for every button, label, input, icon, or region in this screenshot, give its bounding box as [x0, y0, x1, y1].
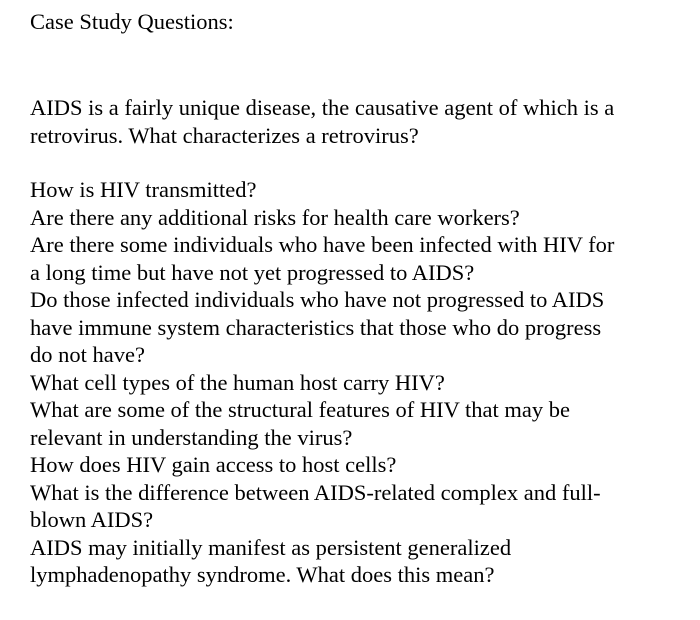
- intro-line: retrovirus. What characterizes a retrovirus?: [30, 122, 419, 148]
- question-line: What are some of the structural features of HIV that may be: [30, 397, 570, 422]
- question-line: blown AIDS?: [30, 507, 154, 532]
- question-line: AIDS may initially manifest as persistent generalized: [30, 534, 512, 560]
- intro-paragraph: [30, 94, 670, 149]
- question-item: [30, 534, 690, 589]
- question-list: [30, 176, 690, 589]
- question-line: What cell types of the human host carry HIV?: [30, 369, 445, 395]
- question-item: [30, 176, 690, 204]
- page-heading: Case Study Questions:: [30, 9, 234, 34]
- question-item: [30, 479, 690, 534]
- question-item: [30, 396, 690, 451]
- question-item: [30, 204, 690, 232]
- question-line: Do those infected individuals who have not progressed to AIDS: [30, 287, 605, 312]
- question-item: [30, 451, 690, 479]
- question-item: [30, 369, 690, 397]
- question-line: Are there any additional risks for health care workers?: [30, 204, 520, 230]
- question-line: relevant in understanding the virus?: [30, 424, 353, 450]
- question-line: How is HIV transmitted?: [30, 177, 257, 202]
- question-line: a long time but have not yet progressed to AIDS?: [30, 259, 475, 285]
- intro-line: AIDS is a fairly unique disease, the causative agent of which is a: [30, 95, 615, 120]
- question-line: have immune system characteristics that those who do progress: [30, 314, 602, 340]
- question-line: Are there some individuals who have been infected with HIV for: [30, 232, 615, 257]
- question-line: lymphadenopathy syndrome. What does this mean?: [30, 562, 495, 587]
- question-item: [30, 286, 690, 369]
- question-line: How does HIV gain access to host cells?: [30, 452, 397, 477]
- question-item: [30, 231, 690, 286]
- question-line: do not have?: [30, 342, 145, 367]
- question-line: What is the difference between AIDS-related complex and full-: [30, 479, 601, 505]
